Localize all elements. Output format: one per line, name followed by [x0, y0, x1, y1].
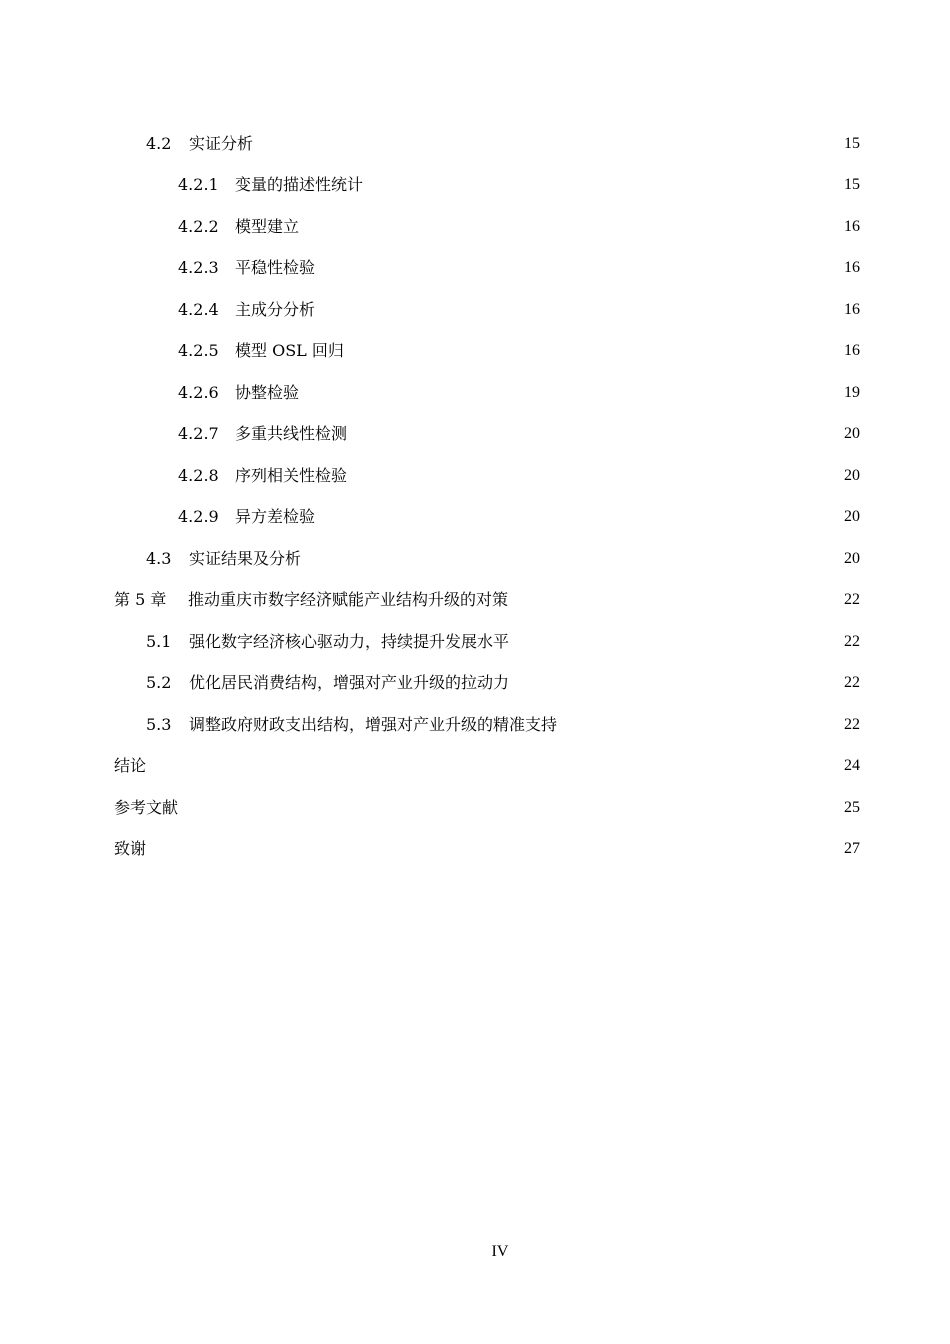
toc-entry-acknowledgements[interactable]	[114, 818, 860, 860]
toc-entry-page: 27	[844, 840, 860, 857]
toc-entry-page: 22	[844, 632, 860, 650]
toc-entry-page: 22	[844, 591, 860, 608]
dot-leader	[300, 222, 843, 236]
toc-entry-number: 4.2.9	[178, 507, 219, 526]
dot-leader	[302, 554, 843, 568]
toc-entry-title: 协整检验	[235, 382, 300, 402]
toc-entry-page: 20	[844, 425, 860, 442]
toc-entry-title: 模型 OSL 回归	[235, 341, 344, 360]
toc-entry-page: 22	[844, 674, 860, 691]
toc-entry-chapter[interactable]	[114, 569, 860, 611]
toc-entry-page: 20	[844, 549, 860, 567]
toc-entry-title: 主成分分析	[235, 299, 316, 319]
toc-entry-number: 4.2.6	[178, 382, 219, 402]
toc-entry-number: 5.3	[146, 714, 172, 734]
toc-entry[interactable]	[114, 693, 860, 735]
dot-leader	[316, 512, 843, 526]
toc-entry-title: 致谢	[114, 839, 147, 858]
toc-entry-number: 4.2	[146, 133, 172, 153]
toc-entry-title: 多重共线性检测	[235, 424, 348, 443]
toc-entry-number: 第 5 章	[114, 590, 167, 609]
toc-entry[interactable]	[114, 527, 860, 569]
dot-leader	[179, 803, 843, 817]
dot-leader	[147, 761, 843, 775]
dot-leader	[147, 844, 843, 858]
toc-entry[interactable]	[114, 610, 860, 652]
toc-entry[interactable]	[114, 320, 860, 362]
toc-entry-number: 4.3	[146, 548, 172, 568]
toc-entry-page: 19	[844, 383, 860, 401]
toc-entry-number: 4.2.3	[178, 258, 219, 277]
toc-entry-page: 24	[844, 757, 860, 774]
dot-leader	[509, 595, 843, 609]
toc-entry-number: 4.2.1	[178, 175, 219, 194]
toc-entry-number: 5.2	[146, 673, 172, 692]
toc-entry[interactable]	[114, 112, 860, 154]
toc-entry[interactable]	[114, 154, 860, 196]
toc-entry[interactable]	[114, 652, 860, 694]
toc-entry-title: 优化居民消费结构，增强对产业升级的拉动力	[189, 673, 510, 692]
toc-entry-references[interactable]	[114, 776, 860, 818]
dot-leader	[345, 346, 843, 360]
toc-entry-title: 变量的描述性统计	[235, 175, 364, 194]
toc-entry[interactable]	[114, 403, 860, 445]
dot-leader	[510, 678, 843, 692]
toc-entry[interactable]	[114, 486, 860, 528]
toc-entry[interactable]	[114, 195, 860, 237]
toc-entry-title: 调整政府财政支出结构，增强对产业升级的精准支持	[189, 714, 558, 734]
toc-entry-number: 4.2.4	[178, 299, 219, 319]
toc-entry-title: 强化数字经济核心驱动力，持续提升发展水平	[189, 631, 510, 651]
toc-entry-number: 4.2.7	[178, 424, 219, 443]
page-number-footer: IV	[491, 1243, 509, 1260]
table-of-contents	[114, 112, 860, 859]
toc-entry[interactable]	[114, 361, 860, 403]
toc-entry-title: 结论	[114, 756, 147, 775]
toc-entry-title: 异方差检验	[235, 507, 316, 526]
toc-entry-title: 实证分析	[189, 133, 254, 153]
dot-leader	[510, 637, 843, 651]
toc-entry-title: 模型建立	[235, 216, 300, 236]
toc-entry-number: 4.2.8	[178, 465, 219, 485]
toc-entry[interactable]	[114, 278, 860, 320]
toc-entry-page: 22	[844, 715, 860, 733]
toc-entry-number: 4.2.5	[178, 341, 219, 360]
toc-entry-page: 16	[844, 342, 860, 359]
toc-entry[interactable]	[114, 444, 860, 486]
dot-leader	[254, 139, 843, 153]
dot-leader	[316, 263, 843, 277]
toc-entry-title: 推动重庆市数字经济赋能产业结构升级的对策	[188, 590, 509, 609]
toc-entry-page: 16	[844, 300, 860, 318]
toc-entry-title: 参考文献	[114, 797, 179, 817]
dot-leader	[558, 720, 843, 734]
toc-entry-title: 实证结果及分析	[189, 548, 302, 568]
dot-leader	[300, 388, 843, 402]
toc-entry-number: 4.2.2	[178, 216, 219, 236]
toc-entry-number: 5.1	[146, 631, 172, 651]
toc-entry-page: 20	[844, 508, 860, 525]
dot-leader	[364, 180, 843, 194]
toc-entry-page: 16	[844, 259, 860, 276]
dot-leader	[348, 429, 843, 443]
toc-entry-title: 序列相关性检验	[235, 465, 348, 485]
toc-entry-page: 15	[844, 176, 860, 193]
toc-entry-page: 16	[844, 217, 860, 235]
toc-entry-page: 20	[844, 466, 860, 484]
dot-leader	[316, 305, 843, 319]
toc-entry-conclusion[interactable]	[114, 735, 860, 777]
toc-entry[interactable]	[114, 237, 860, 279]
toc-entry-page: 25	[844, 798, 860, 816]
toc-entry-title: 平稳性检验	[235, 258, 316, 277]
dot-leader	[348, 471, 843, 485]
toc-entry-page: 15	[844, 134, 860, 152]
